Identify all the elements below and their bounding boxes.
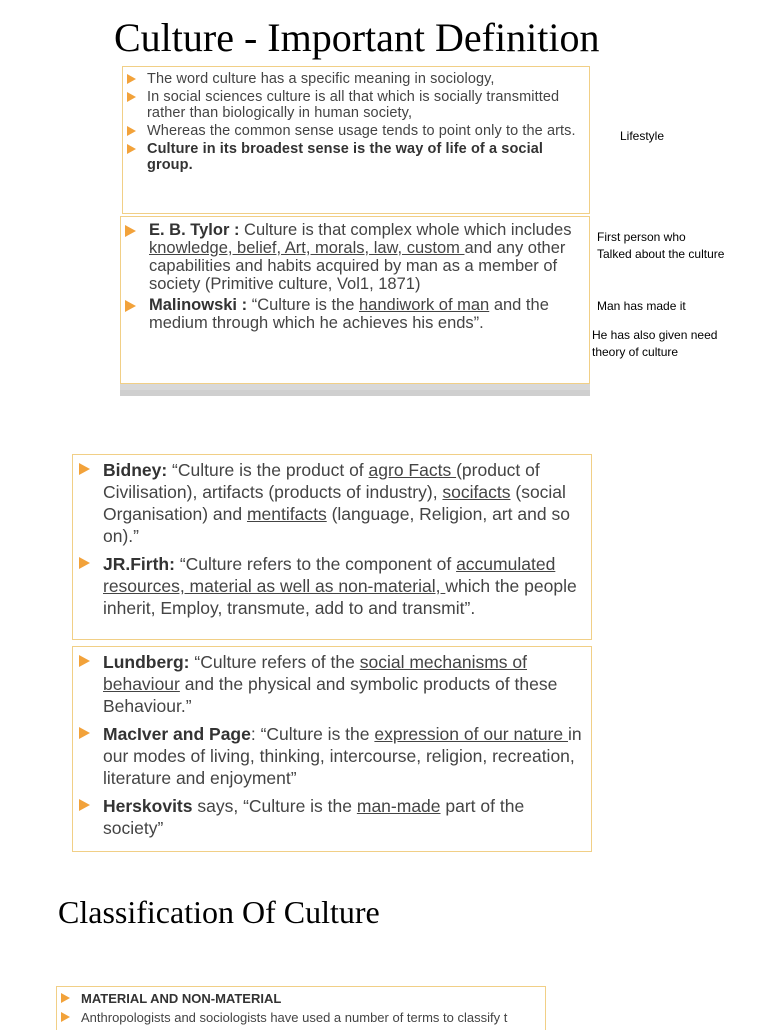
arrow-bullet-icon [79, 557, 90, 569]
arrow-bullet-icon [79, 727, 90, 739]
section-title-classification: Classification Of Culture [58, 894, 380, 930]
arrow-bullet-icon [61, 993, 70, 1003]
list-item: JR.Firth: “Culture refers to the component of accumulated resources, material as well as non-material, which the people inherit, Employ, transmute, add to and transmit”. [79, 553, 583, 619]
list-item: In social sciences culture is all that which is socially transmitted rather than biologically in human society, [127, 89, 583, 121]
definition-box-tylor-malinowski [120, 216, 590, 384]
list-item: MacIver and Page: “Culture is the expression of our nature in our modes of living, thinking, intercourse, religion, recreation, literature and enjoyment” [79, 723, 583, 789]
page-title: Culture - Important Definition [114, 15, 600, 60]
list-item: Bidney: “Culture is the product of agro Facts (product of Civilisation), artifacts (products of industry), socifacts (social Organisation) and mentifacts (language, Religion, art and so on).” [79, 459, 583, 547]
list-item: The word culture has a specific meaning in sociology, [127, 71, 583, 87]
note-need-theory: He has also given need theory of culture [592, 328, 718, 359]
arrow-bullet-icon [127, 74, 136, 84]
arrow-bullet-icon [125, 225, 136, 237]
list-item: Whereas the common sense usage tends to point only to the arts. [127, 123, 583, 139]
list-item: Herskovits says, “Culture is the man-made part of the society” [79, 795, 583, 839]
arrow-bullet-icon [61, 1012, 70, 1022]
note-man-made: Man has made it [597, 299, 686, 313]
arrow-bullet-icon [79, 799, 90, 811]
list-item: E. B. Tylor : Culture is that complex whole which includes knowledge, belief, Art, morals, law, custom and any other capabilities and habits acquired by man as a member of society (Primitive culture, Vol1, 1871) [125, 221, 583, 293]
list-item: Culture in its broadest sense is the way of life of a social group. [127, 141, 583, 173]
arrow-bullet-icon [127, 144, 136, 154]
arrow-bullet-icon [125, 300, 136, 312]
definition-box-bidney-firth [72, 454, 592, 640]
list-item: Anthropologists and sociologists have used a number of terms to classify t [61, 1008, 539, 1027]
arrow-bullet-icon [127, 126, 136, 136]
list-item: MATERIAL AND NON-MATERIAL [61, 989, 539, 1008]
list-item: Lundberg: “Culture refers of the social mechanisms of behaviour and the physical and symbolic products of these Behaviour.” [79, 651, 583, 717]
arrow-bullet-icon [79, 655, 90, 667]
classification-box [56, 986, 546, 1030]
list-item: Malinowski : “Culture is the handiwork of man and the medium through which he achieves his ends”. [125, 296, 583, 332]
arrow-bullet-icon [79, 463, 90, 475]
arrow-bullet-icon [127, 92, 136, 102]
note-lifestyle: Lifestyle [620, 129, 665, 143]
definition-box-intro [122, 66, 590, 214]
note-first-person: First person who Talked about the culture [597, 230, 725, 261]
definition-box-lundberg-maciver-herskovits [72, 646, 592, 852]
